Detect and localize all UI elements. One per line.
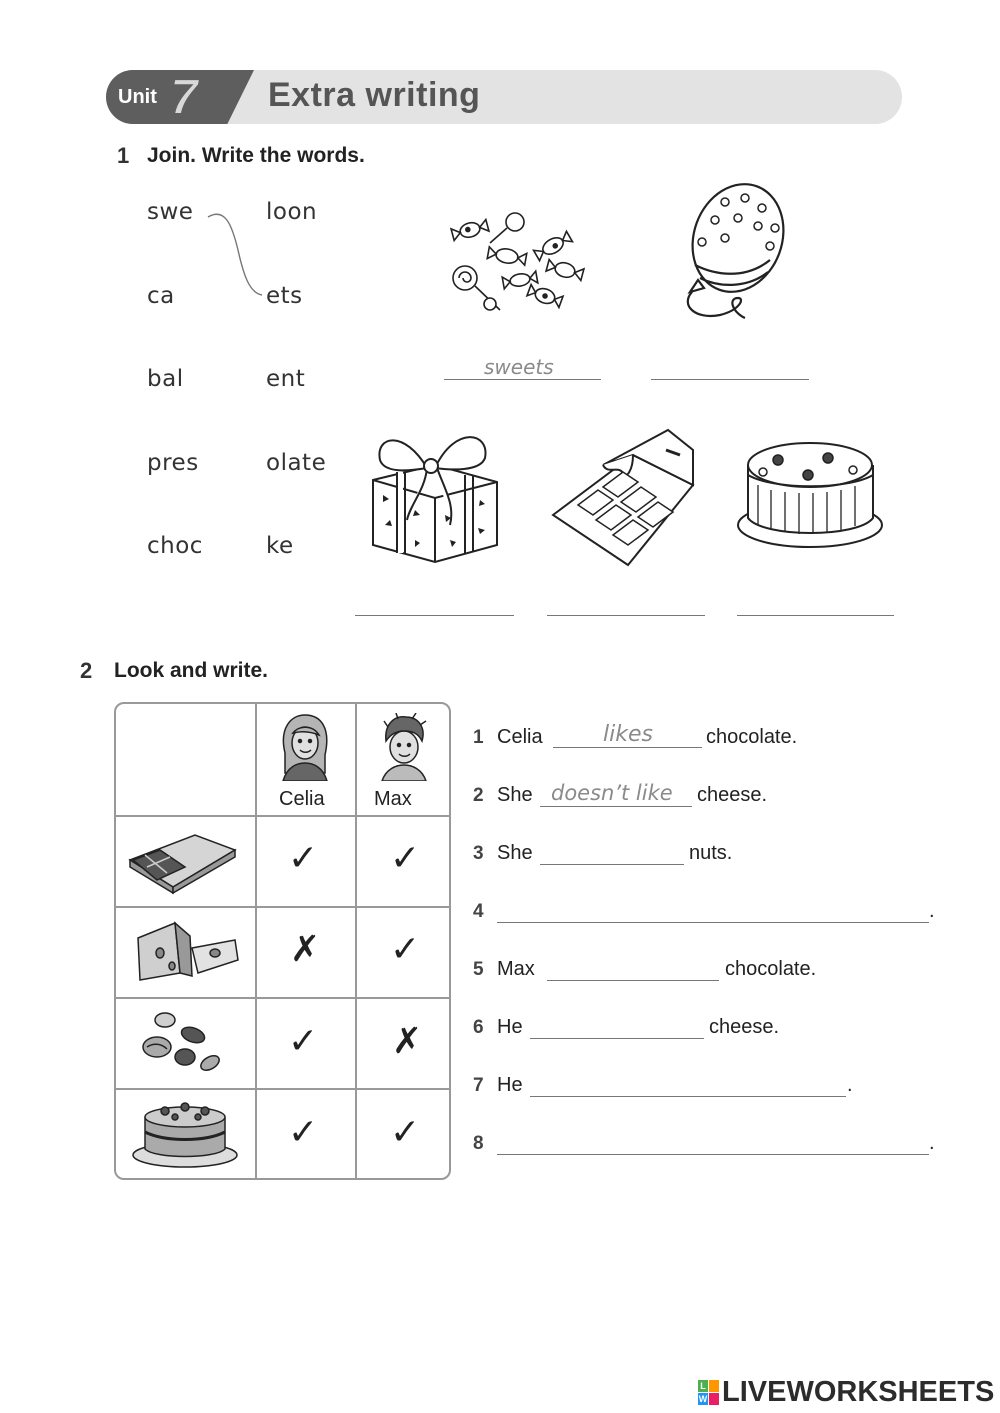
exercise-2-number: 2 (80, 658, 93, 683)
mark-celia-cheese: ✗ (290, 929, 321, 970)
page-title: Extra writing (268, 76, 481, 114)
exercise-1-instruction: Join. Write the words. (147, 144, 365, 167)
mark-max-nuts: ✗ (392, 1021, 423, 1062)
example-join-line (200, 205, 270, 300)
sentence-3-end: nuts. (689, 842, 733, 864)
sentence-3-blank[interactable] (540, 864, 684, 865)
max-portrait (378, 713, 430, 781)
right-part-1: loon (266, 199, 318, 225)
sentence-1-answer: likes (603, 722, 653, 747)
table-divider (115, 906, 450, 908)
sentence-1-start: Celia (497, 726, 543, 748)
sentence-3-start: She (497, 842, 533, 864)
balloon-picture (670, 180, 795, 335)
sentence-4-end: . (929, 900, 935, 922)
sweets-picture (445, 208, 595, 323)
liveworksheets-logo-text[interactable]: LIVEWORKSHEETS (722, 1376, 995, 1408)
sentence-7-start: He (497, 1074, 523, 1096)
mark-celia-cake: ✓ (288, 1112, 319, 1153)
left-part-4: pres (147, 450, 199, 476)
left-part-2: ca (147, 283, 175, 309)
left-part-1: swe (147, 199, 194, 225)
cheese-icon (130, 918, 242, 988)
mark-max-cheese: ✓ (390, 929, 421, 970)
sentence-2-end: cheese. (697, 784, 768, 806)
sentence-1-number: 1 (473, 727, 484, 748)
sentence-3-number: 3 (473, 843, 484, 864)
cake-icon (130, 1097, 242, 1172)
sentence-8-number: 8 (473, 1133, 484, 1154)
sentence-6-end: cheese. (709, 1016, 780, 1038)
mark-max-cake: ✓ (390, 1112, 421, 1153)
sentence-5-number: 5 (473, 959, 484, 980)
right-part-5: ke (266, 533, 294, 559)
unit-label: Unit (118, 86, 157, 108)
exercise-2-instruction: Look and write. (114, 659, 269, 682)
mark-celia-nuts: ✓ (288, 1021, 319, 1062)
sentence-1-blank[interactable] (553, 747, 702, 748)
answer-line-chocolate[interactable] (547, 615, 705, 616)
answer-line-balloon[interactable] (651, 379, 809, 380)
max-label: Max (374, 788, 412, 810)
table-divider (115, 1088, 450, 1090)
right-part-4: olate (266, 450, 327, 476)
sentence-5-end: chocolate. (725, 958, 817, 980)
sentence-4-blank[interactable] (497, 922, 929, 923)
left-part-3: bal (147, 366, 184, 392)
sentence-7-blank[interactable] (530, 1096, 846, 1097)
answer-line-sweets[interactable] (444, 379, 601, 380)
answer-line-cake[interactable] (737, 615, 894, 616)
unit-number: 7 (170, 69, 198, 125)
table-divider (255, 703, 257, 1179)
chocolate-icon (125, 825, 240, 895)
sentence-5-start: Max (497, 958, 535, 980)
sentence-8-end: . (929, 1132, 935, 1154)
sentence-2-blank[interactable] (540, 806, 692, 807)
sentence-2-start: She (497, 784, 533, 806)
celia-portrait (279, 713, 331, 781)
sentence-6-number: 6 (473, 1017, 484, 1038)
right-part-2: ets (266, 283, 303, 309)
mark-max-chocolate: ✓ (390, 838, 421, 879)
sentence-4-number: 4 (473, 901, 484, 922)
sentence-8-blank[interactable] (497, 1154, 929, 1155)
sentence-1-end: chocolate. (706, 726, 798, 748)
present-picture (365, 420, 510, 570)
celia-label: Celia (279, 788, 325, 810)
exercise-1-number: 1 (117, 143, 130, 168)
left-part-5: choc (147, 533, 203, 559)
chocolate-picture (548, 425, 698, 570)
sentence-7-number: 7 (473, 1075, 484, 1096)
table-divider (115, 815, 450, 817)
right-part-3: ent (266, 366, 306, 392)
example-answer: sweets (484, 355, 554, 379)
sentence-2-answer: doesn’t like (551, 781, 673, 805)
mark-celia-chocolate: ✓ (288, 838, 319, 879)
liveworksheets-logo-icon: L W (698, 1380, 720, 1406)
table-divider (115, 997, 450, 999)
table-divider (355, 703, 357, 1179)
sentence-2-number: 2 (473, 785, 484, 806)
answer-line-present[interactable] (355, 615, 514, 616)
sentence-6-start: He (497, 1016, 523, 1038)
sentence-5-blank[interactable] (547, 980, 719, 981)
cake-picture (733, 430, 888, 560)
nuts-icon (135, 1005, 230, 1080)
sentence-7-end: . (847, 1074, 853, 1096)
sentence-6-blank[interactable] (530, 1038, 704, 1039)
